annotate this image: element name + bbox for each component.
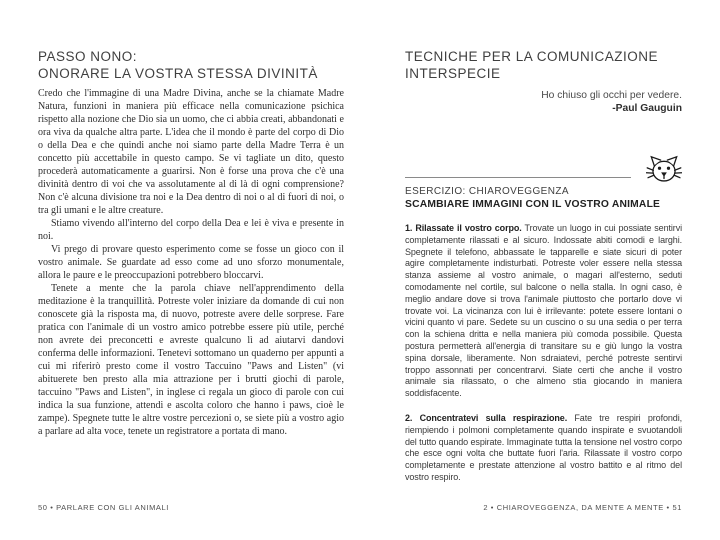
left-paragraph: Stiamo vivendo all'interno del corpo della Dea e lei è viva e presente in noi. [38,218,344,242]
left-paragraph: Credo che l'immagine di una Madre Divina, anche se la chiamate Madre Natura, funzioni in maniera più efficace nella comunicazione psichica rispetto alla nozione che Dio sia un uomo, che ci abbia creati, abbandonati e ora viva da qualche altra parte. L'idea che il mondo è parte del corpo di Dio o della Dea e che quindi anche noi siamo parte della Madre Terra è un concetto più accettabile in questo campo. Se vi tagliate un dito, questo procederà automaticamente a guarirsi. Non è forse una prova che c'è una divinità dentro di voi che va assolutamente al di là di ogni comprensione? Non c'è alcuna divisione tra noi e la Dea dentro di noi o al di fuori di noi, o tra gli umani e le altre creature. [38,88,344,216]
exercise-step [405,223,682,400]
left-page-body [38,87,344,438]
left-page-footer: 50 • PARLARE CON GLI ANIMALI [38,503,169,512]
right-page-title [405,48,682,82]
step-body: Fate tre respiri profondi, riempiendo i polmoni completamente quando inspirate e svuotandoli del tutto quando espirate. Immaginate tutta la tensione nel vostro corpo che esce ogni volta che buttate fuori l'aria. Rilassate il vostro corpo completamente e prestate attenzione al vostro battito e al ritmo del vostro respiro. [405,412,682,482]
left-paragraph: Tenete a mente che la parola chiave nell'apprendimento della meditazione è la tranquillità. Potreste voler iniziare da domande di cui non conoscete già la risposta ma, di nuovo, potreste avere delle sorprese. Fare pratica con l'animale di un vostro amico potrebbe essere più utile, perché non avrete dei preconcetti e avreste qualcuno lì ad aiutarvi dandovi conferma delle informazioni. Tenetevi sottomano un quaderno per appunti a cui mi riferirò presto come il vostro Taccuino "Paws and Listen" (vi abituerete ben presto alla mia attrazione per i brutti giochi di parole, taccuino "Paws and Listen", in inglese ci regala un gioco di parole con cui indica la sua funzione, attendi e ascolta coloro che hanno i paws, cioè le zampe). Spegnete tutte le altre vostre percezioni o, se siete più a vostro agio a parlare ad alta voce, tenete un registratore a portata di mano. [38,283,344,437]
right-page-footer: 2 • CHIAROVEGGENZA, DA MENTE A MENTE • 51 [483,503,682,512]
epigraph-attribution: -Paul Gauguin [612,103,682,114]
exercise-step [405,413,682,484]
step-body: Trovate un luogo in cui possiate sentirvi completamente rilassati e al sicuro. Indossate abiti comodi e larghi. Spegnete il telefono, abbassate le tapparelle e siate sicuri di poter agire completamente indisturbati. Potreste voler essere nella stessa stanza assieme al vostro animale, o magari all'esterno, seduti comodamente nel cortile, sul balcone o nella stalla. In ogni caso, è meglio andare dove si trova l'animale piuttosto che portarlo dove vi trovate voi. La vicinanza con lui è irrilevante: potete essere lontani o vicini quanto vi pare. Sedete su un cuscino o su una sedia o per terra con la schiena dritta e nella maniera più comoda possibile. Questa postura permetterà all'energia di transitare su e giù lungo la vostra spina dorsale, liberamente. Non sdraiatevi, perché potreste sentirvi troppo assonnati per concentrarvi. Siate certi che anche il vostro animale sia rilassato, o che almeno stia giocando in maniera soddisfacente. [405,223,682,399]
right-page-title-line1: TECNICHE PER LA COMUNICAZIONE [405,49,659,64]
left-page-title [38,48,344,82]
right-page-title-line2: INTERSPECIE [405,66,501,81]
exercise-kicker: ESERCIZIO: CHIAROVEGGENZA [405,186,569,197]
left-page [38,48,344,438]
exercise-heading: SCAMBIARE IMMAGINI CON IL VOSTRO ANIMALE [405,199,661,210]
epigraph [405,89,682,115]
cat-face-icon [646,153,682,187]
right-page [405,48,682,484]
step-lead: 2. Concentratevi sulla respirazione. [405,412,568,423]
exercise-steps [405,223,682,484]
epigraph-text: Ho chiuso gli occhi per vedere. [541,90,682,101]
step-lead: 1. Rilassate il vostro corpo. [405,223,522,233]
left-page-title-line1: PASSO NONO: [38,49,138,64]
left-paragraph: Vi prego di provare questo esperimento come se fosse un gioco con il vostro animale. Se guardate ad esso come ad uno sforzo monumentale, allora le paure e le preoccupazioni potrebbero bloccarvi. [38,244,344,281]
section-divider [405,177,631,178]
exercise-section-head [405,177,682,178]
left-page-title-line2: ONORARE LA VOSTRA STESSA DIVINITÀ [38,66,318,81]
